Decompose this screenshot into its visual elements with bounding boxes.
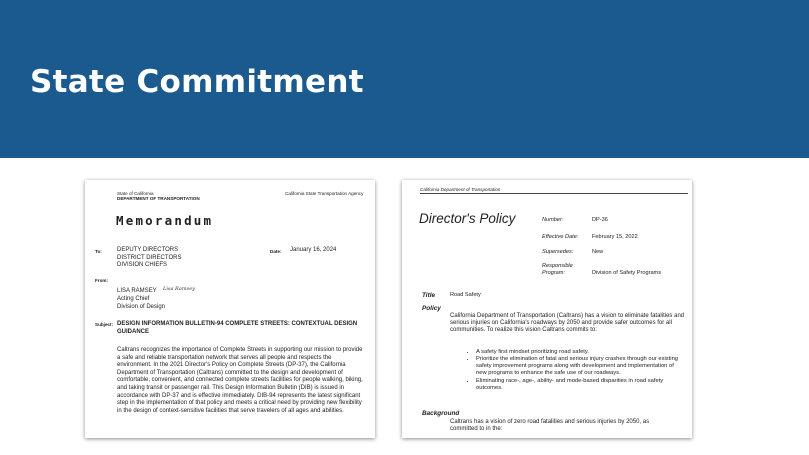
memorandum-document	[85, 180, 375, 438]
memo-to-line: DEPUTY DIRECTORS	[117, 247, 179, 253]
policy-meta-label: Effective Date:	[542, 234, 579, 240]
policy-title-label: Title	[422, 292, 436, 299]
policy-agency: California Department of Transportation	[420, 187, 501, 192]
memo-date-label: Date:	[270, 249, 282, 254]
policy-background-label: Background	[422, 410, 460, 417]
policy-header-rule	[420, 193, 688, 194]
memo-date: January 16, 2024	[290, 247, 337, 253]
memo-agency-line1: State of California	[117, 191, 154, 196]
memo-to-line: DISTRICT DIRECTORS	[117, 254, 182, 261]
list-item: • Prioritize the elimination of fatal and serious injury crashes through our existing safety improvement programs along with development and implementation of new programs to enhance the safe use of our roadways.	[476, 356, 686, 377]
memo-to-line: DIVISION CHIEFS	[117, 262, 168, 268]
policy-meta-value: DP-36	[592, 217, 608, 223]
policy-title-value: Road Safety	[450, 292, 481, 298]
memo-to-label: To:	[95, 249, 102, 254]
list-item: • Eliminating race-, age-, ability- and mode-based disparities in road safety outcomes.	[476, 378, 686, 392]
directors-policy-document	[402, 180, 692, 438]
memo-from-line: LISA RAMSEY	[117, 288, 157, 294]
slide-title: State Commitment	[30, 64, 364, 100]
memo-body: Caltrans recognizes the importance of Complete Streets in supporting our mission to provide a safe and reliable transportation network that serves all people and respects the environment. In the 2021 Director's Policy on Complete Streets (DP-37), the California Department of Transportation (Caltrans) committed to the design and development of comfortable, convenient, and connected complete streets facilities for people walking, biking, and taking transit or passenger rail. This Design Information Bulletin (DIB) is issued in accordance with DP-37 and is effective immediately. DIB-94 represents the latest significant step in the implementation of that policy and meets a critical need by providing new flexibility in the design of context-sensitive facilities that serve travelers of all ages and abilities.	[117, 347, 363, 414]
memo-from-label: From:	[95, 278, 109, 283]
memo-from-line: Acting Chief	[117, 296, 150, 302]
memo-heading: Memorandum	[116, 213, 214, 228]
policy-meta-value: February 15, 2022	[592, 234, 638, 240]
memo-agency-line2: DEPARTMENT OF TRANSPORTATION	[117, 196, 200, 201]
policy-meta-label: Responsible Program:	[542, 263, 573, 276]
policy-commitments-list	[466, 349, 686, 392]
policy-meta-label: Number:	[542, 217, 564, 223]
memo-subject-label: Subject:	[95, 322, 114, 327]
policy-section-label: Policy	[422, 305, 441, 312]
policy-background-text: Caltrans has a vision of zero road fatalities and serious injuries by 2050, as committed to in the:	[450, 419, 650, 433]
policy-meta-value: New	[592, 249, 604, 255]
policy-heading: Director's Policy	[419, 211, 516, 226]
memo-agency-right: California State Transportation Agency	[285, 191, 364, 196]
policy-text: California Department of Transportation (Caltrans) has a vision to eliminate fatalities and serious injuries on California's roadways by 2050 and provide safer outcomes for all communities. To realize this vision Caltrans commits to:	[450, 313, 685, 334]
list-item: • A safety first mindset prioritizing road safety.	[476, 349, 686, 356]
policy-meta-value: Division of Safety Programs	[592, 270, 662, 276]
policy-meta-label: Supersedes:	[542, 249, 574, 255]
memo-signature: Lisa Ramsey	[163, 286, 196, 292]
memo-subject: DESIGN INFORMATION BULLETIN-94 COMPLETE STREETS: CONTEXTUAL DESIGN GUIDANCE	[117, 321, 358, 335]
slide-header	[0, 0, 809, 158]
memo-from-line: Division of Design	[117, 304, 166, 310]
